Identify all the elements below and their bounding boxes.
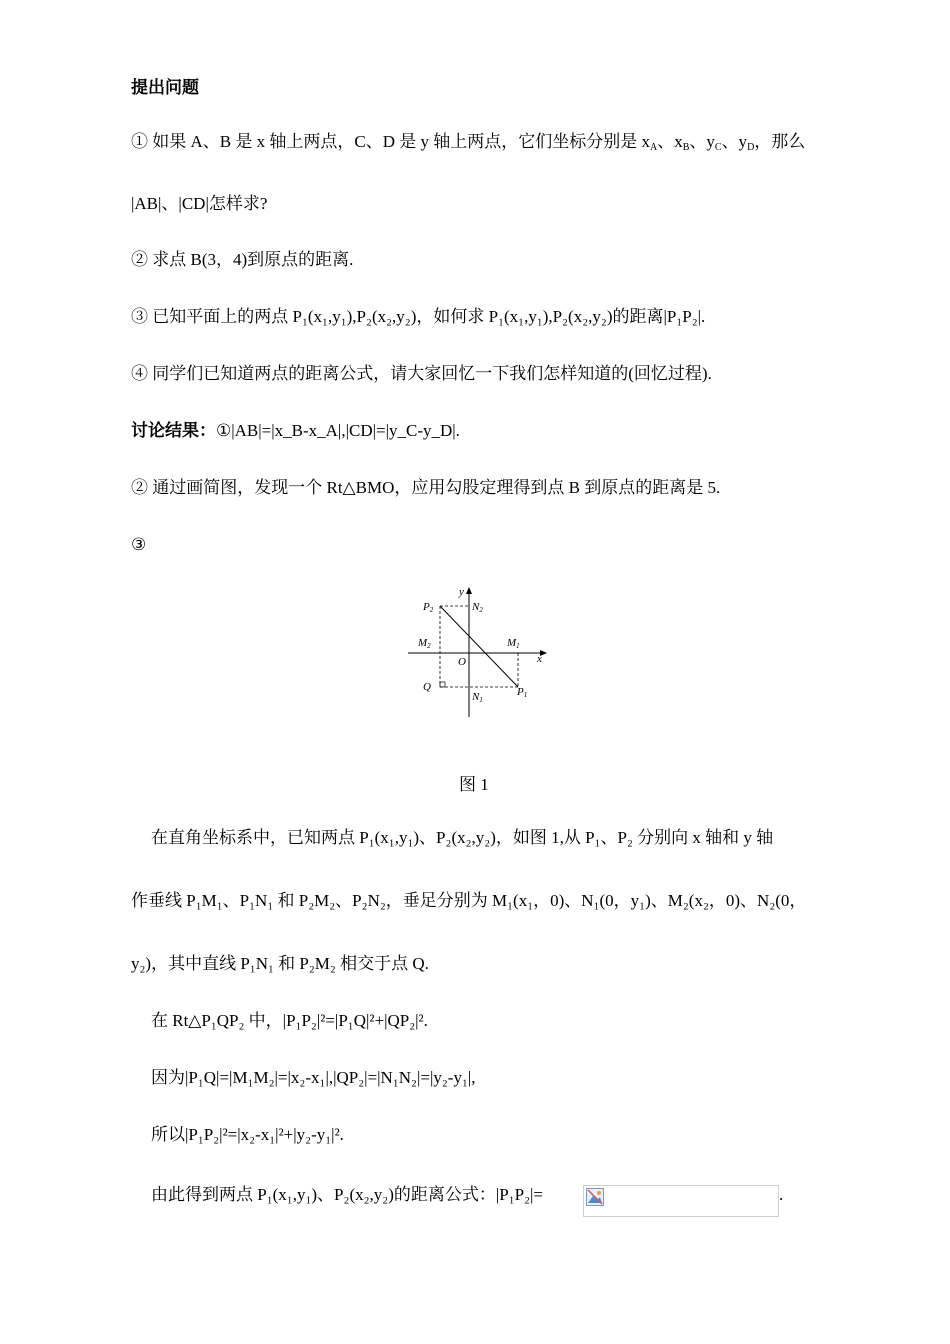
- label-n2: N2: [472, 601, 483, 614]
- discussion-3: ③: [131, 535, 147, 554]
- coordinate-figure: [400, 580, 550, 720]
- question-2: ② 求点 B(3，4)到原点的距离.: [131, 250, 354, 269]
- question-1-line-1: ① 如果 A、B 是 x 轴上两点，C、D 是 y 轴上两点，它们坐标分别是 $x_A$、$x_B$、$y_C$、$y_D$，那么: [131, 132, 806, 153]
- broken-image-icon: [586, 1188, 604, 1206]
- label-y: y: [459, 586, 464, 598]
- label-o: O: [458, 656, 466, 668]
- paragraph-line-2: 作垂线 P₁M₁、P₁N₁ 和 P₂M₂、P₂N₂，垂足分别为 M₁(x₁，0)、N₁(0，y₁)、M₂(x₂，0)、N₂(0，: [131, 891, 807, 910]
- y-axis-arrow: [466, 587, 472, 594]
- figure-caption: 图 1: [459, 775, 489, 794]
- label-n1: N1: [472, 691, 483, 704]
- label-x: x: [537, 653, 542, 665]
- discussion-result: [131, 420, 460, 442]
- paragraph-pythagoras: 在 Rt△P₁QP₂ 中，|P₁P₂|²=|P₁Q|²+|QP₂|².: [151, 1011, 428, 1030]
- right-angle-mark: [440, 682, 445, 687]
- label-m1: M1: [507, 637, 520, 650]
- question-3: ③ 已知平面上的两点 P₁(x₁,y₁),P₂(x₂,y₂)，如何求 P₁(x₁,y₁),P₂(x₂,y₂)的距离|P₁P₂|.: [131, 307, 706, 326]
- discussion-text: ①|AB|=|x_B-x_A|,|CD|=|y_C-y_D|.: [216, 421, 460, 440]
- formula-period: .: [779, 1185, 784, 1204]
- discussion-2: ② 通过画简图，发现一个 Rt△BMO，应用勾股定理得到点 B 到原点的距离是 5.: [131, 478, 721, 497]
- question-4: ④ 同学们已知道两点的距离公式，请大家回忆一下我们怎样知道的(回忆过程).: [131, 364, 712, 383]
- label-q: Q: [423, 681, 431, 693]
- label-p2: P2: [423, 601, 434, 614]
- paragraph-therefore: 所以|P₁P₂|²=|x₂-x₁|²+|y₂-y₁|².: [151, 1125, 344, 1144]
- paragraph-because: 因为|P₁Q|=|M₁M₂|=|x₂-x₁|,|QP₂|=|N₁N₂|=|y₂-y₁|,: [151, 1068, 476, 1087]
- label-m2: M2: [418, 637, 431, 650]
- question-1-line-2: |AB|、|CD|怎样求?: [131, 194, 268, 213]
- paragraph-line-1: 在直角坐标系中，已知两点 P₁(x₁,y₁)、P₂(x₂,y₂)，如图 1,从 P₁、P₂ 分别向 x 轴和 y 轴: [151, 828, 774, 847]
- section-heading: 提出问题: [131, 78, 199, 97]
- formula-image-placeholder: [583, 1185, 779, 1217]
- label-p1: P1: [517, 686, 528, 699]
- paragraph-formula: 由此得到两点 P₁(x₁,y₁)、P₂(x₂,y₂)的距离公式：|P₁P₂|=: [151, 1185, 544, 1204]
- paragraph-line-3: y₂)，其中直线 P₁N₁ 和 P₂M₂ 相交于点 Q.: [131, 954, 429, 973]
- discussion-label: 讨论结果：: [131, 421, 216, 440]
